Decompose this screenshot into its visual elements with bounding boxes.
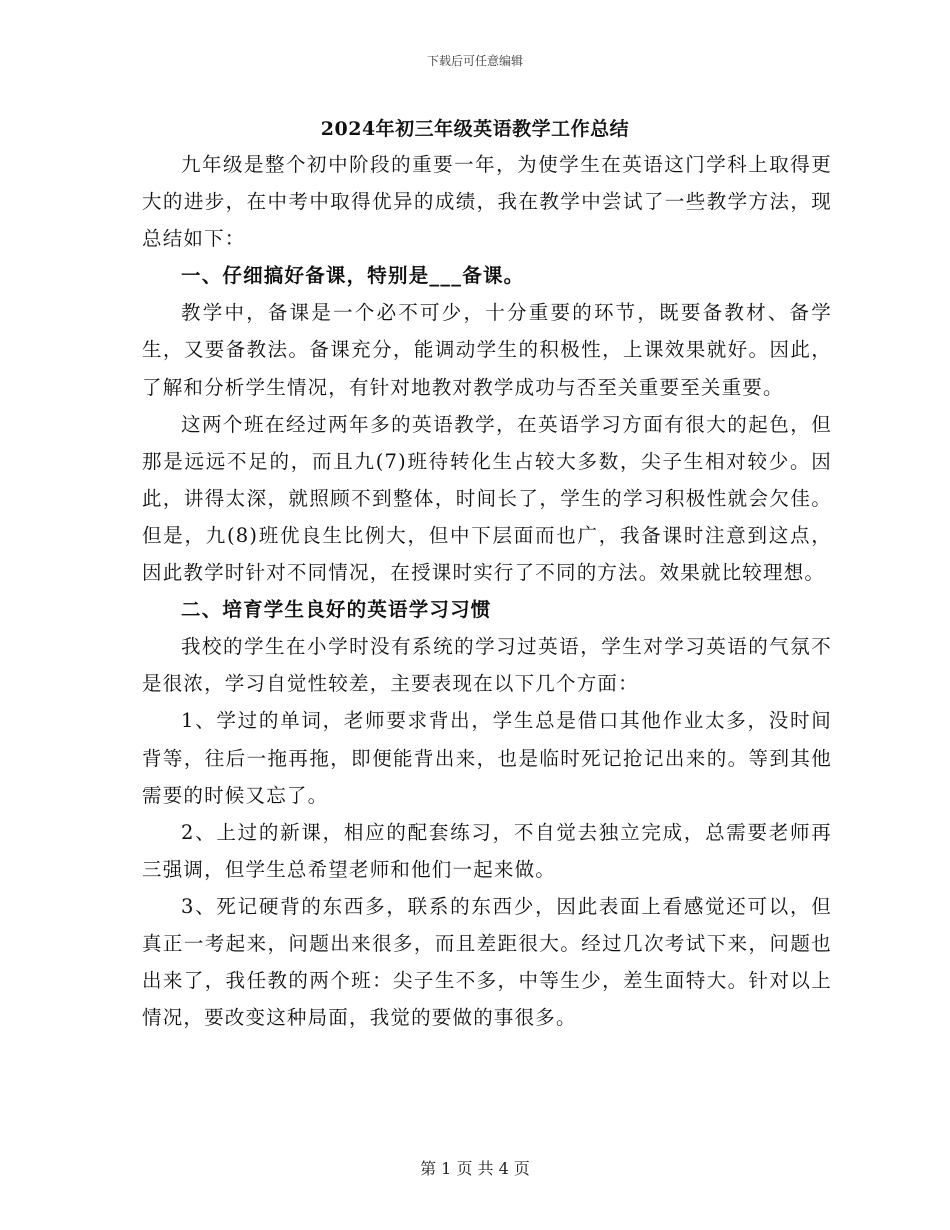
list-item: 1、学过的单词，老师要求背出，学生总是借口其他作业太多，没时间背等，往后一拖再拖，即便能背出来，也是临时死记抢记出来的。等到其他需要的时候又忘了。: [142, 709, 832, 807]
paragraph: 这两个班在经过两年多的英语教学，在英语学习方面有很大的起色，但那是远远不足的，而且九(7)班待转化生占较大多数，尖子生相对较少。因此，讲得太深，就照顾不到整体，时间长了，学生的学习积极性就会欠佳。但是，九(8)班优良生比例大，但中下层面而也广，我备课时注意到这点，因此教学时针对不同情况，在授课时实行了不同的方法。效果就比较理想。: [142, 412, 832, 585]
section-heading: 一、仔细搞好备课，特别是___备课。: [181, 264, 525, 288]
paragraph: 教学中，备课是一个必不可少，十分重要的环节，既要备教材、备学生，又要备教法。备课充分，能调动学生的积极性，上课效果就好。因此，了解和分析学生情况，有针对地教对教学成功与否至关重要至关重要。: [142, 301, 832, 399]
document-title: 2024年初三年级英语教学工作总结: [320, 118, 630, 140]
page-number: 第 1 页 共 4 页: [420, 1159, 530, 1178]
document-body: [142, 146, 832, 1036]
paragraph: 九年级是整个初中阶段的重要一年，为使学生在英语这门学科上取得更大的进步，在中考中取得优异的成绩，我在教学中尝试了一些教学方法，现总结如下：: [142, 153, 832, 251]
page-header-note: 下载后可任意编辑: [426, 54, 523, 68]
list-item: 2、上过的新课，相应的配套练习，不自觉去独立完成，总需要老师再三强调，但学生总希望老师和他们一起来做。: [142, 820, 832, 881]
list-item: 3、死记硬背的东西多，联系的东西少，因此表面上看感觉还可以，但真正一考起来，问题出来很多，而且差距很大。经过几次考试下来，问题也出来了，我任教的两个班：尖子生不多，中等生少，差生面特大。针对以上情况，要改变这种局面，我觉的要做的事很多。: [142, 894, 832, 1030]
section-heading: 二、培育学生良好的英语学习习惯: [181, 598, 492, 622]
paragraph: 我校的学生在小学时没有系统的学习过英语，学生对学习英语的气氛不是很浓，学习自觉性较差，主要表现在以下几个方面：: [142, 635, 832, 696]
